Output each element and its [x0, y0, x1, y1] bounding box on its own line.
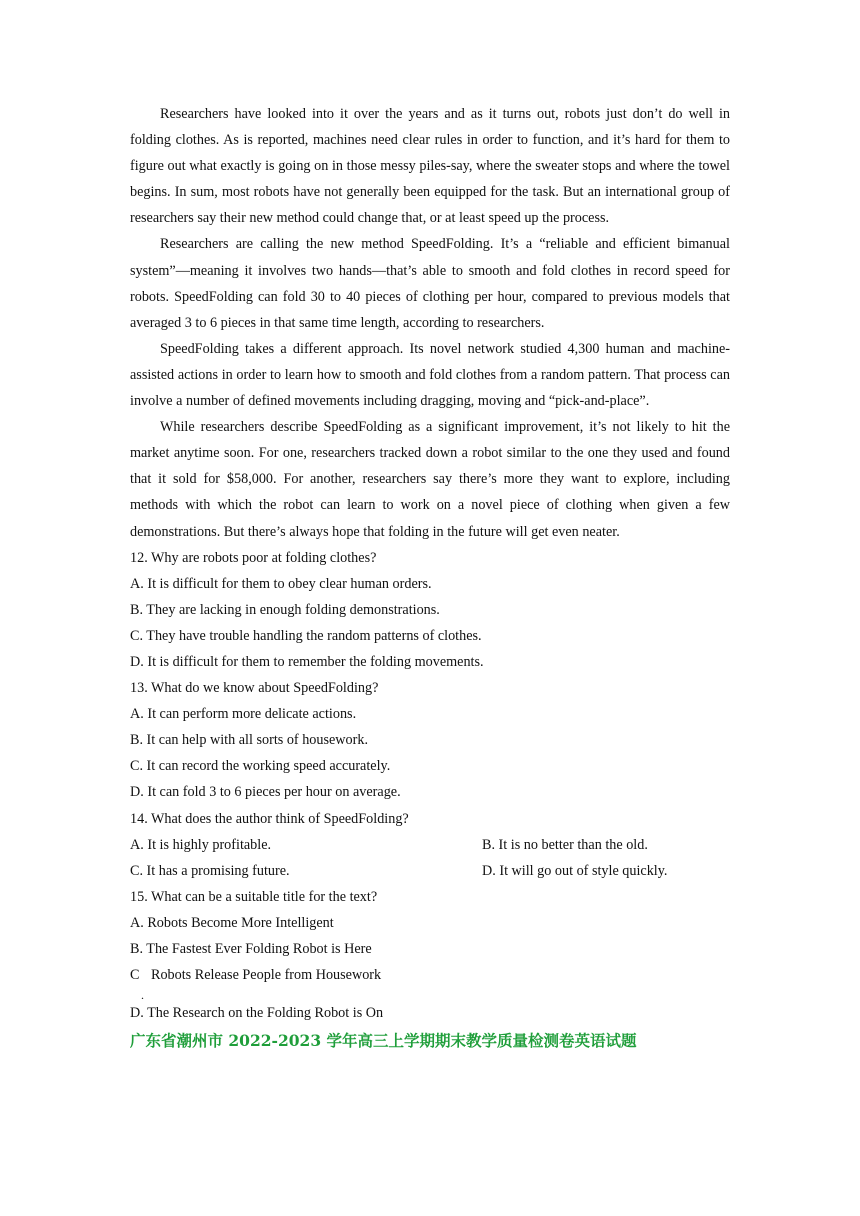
option-d: D. The Research on the Folding Robot is On	[130, 1005, 384, 1022]
option-c: C. It has a promising future.	[130, 862, 290, 879]
option-c: C. They have trouble handling the random patterns of clothes.	[130, 627, 482, 644]
document-page	[130, 101, 730, 1052]
exam-source-title: 广东省潮州市 2022-2023 学年高三上学期期末教学质量检测卷英语试题	[130, 1031, 637, 1051]
question-stem: 13. What do we know about SpeedFolding?	[130, 680, 379, 697]
option-a: A. It is difficult for them to obey clear human orders.	[130, 575, 432, 592]
option-d: D. It will go out of style quickly.	[482, 862, 668, 879]
question-13	[130, 675, 730, 805]
option-d: D. It is difficult for them to remember the folding movements.	[130, 653, 484, 670]
option-a: A. Robots Become More Intelligent	[130, 914, 334, 931]
option-d: D. It can fold 3 to 6 pieces per hour on average.	[130, 784, 401, 801]
question-15	[130, 884, 730, 1026]
option-b: B. It is no better than the old.	[482, 836, 648, 853]
passage-paragraph-2: Researchers are calling the new method SpeedFolding. It’s a “reliable and efficient bimanual system”—meaning it involves two hands—that’s able to smooth and fold clothes in record speed for robots. SpeedFolding can fold 30 to 40 pieces of clothing per hour, compared to previous models that averaged 3 to 6 pieces in that same time length, according to researchers.	[130, 236, 730, 331]
question-stem: 12. Why are robots poor at folding clothes?	[130, 549, 377, 566]
option-c: C. It can record the working speed accurately.	[130, 758, 391, 775]
option-b: B. The Fastest Ever Folding Robot is Here	[130, 941, 372, 957]
passage-paragraph-1: Researchers have looked into it over the years and as it turns out, robots just don’t do well in folding clothes. As is reported, machines need clear rules in order to function, and it’s hard for them to figure out what exactly is going on in those messy piles-say, where the sweater stops and where the towel begins. In sum, most robots have not generally been equipped for the task. But an international group of researchers say their new method could change that, or at least speed up the process.	[130, 106, 730, 227]
question-stem: 15. What can be a suitable title for the text?	[130, 888, 378, 905]
options-row-ab	[130, 832, 730, 858]
option-a: A. It can perform more delicate actions.	[130, 706, 357, 723]
option-c	[130, 962, 730, 1003]
question-14	[130, 806, 730, 884]
passage-paragraph-4: While researchers describe SpeedFolding as a significant improvement, it’s not likely to hit the market anytime soon. For one, researchers tracked down a robot similar to the one they used and found that it sold for $58,000. For another, researchers say there’s more they want to explore, including methods with which the robot can learn to work on a novel piece of clothing when given a few demonstrations. But there’s always hope that folding in the future will get even neater.	[130, 419, 730, 540]
option-text: Robots Release People from Housework	[151, 967, 382, 984]
question-stem: 14. What does the author think of SpeedFolding?	[130, 810, 409, 827]
option-dot: .	[141, 988, 144, 1003]
option-a: A. It is highly profitable.	[130, 836, 272, 853]
option-letter: C	[130, 967, 140, 984]
option-b: B. They are lacking in enough folding demonstrations.	[130, 601, 440, 618]
question-12	[130, 545, 730, 675]
passage-paragraph-3: SpeedFolding takes a different approach. Its novel network studied 4,300 human and machine-assisted actions in order to learn how to smooth and fold clothes from a random pattern. That process can involve a number of defined movements including dragging, moving and “pick-and-place”.	[130, 340, 730, 410]
options-row-cd	[130, 858, 730, 884]
option-b: B. It can help with all sorts of housework.	[130, 732, 368, 749]
